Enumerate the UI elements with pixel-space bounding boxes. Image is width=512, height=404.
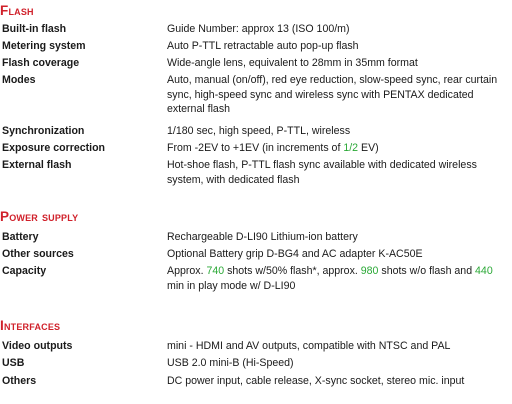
spec-value: Optional Battery grip D-BG4 and AC adapter K-AC50E xyxy=(167,248,423,260)
section-title-interfaces: Interfaces xyxy=(0,318,61,333)
spec-value: Auto, manual (on/off), red eye reduction, slow-speed sync, rear curtain sync, high-speed sync and wireless sync with PENTAX dedicated external flash xyxy=(167,74,498,115)
spec-value xyxy=(167,141,507,156)
spec-value: Guide Number: approx 13 (ISO 100/m) xyxy=(167,23,350,35)
spec-label: Others xyxy=(2,375,37,387)
spec-value: Hot-shoe flash, P-TTL flash sync available with dedicated wireless system, with dedicated flash xyxy=(167,159,477,186)
section-title-flash: Flash xyxy=(0,3,34,18)
spec-value: mini - HDMI and AV outputs, compatible with NTSC and PAL xyxy=(167,340,451,352)
spec-value: Rechargeable D-LI90 Lithium-ion battery xyxy=(167,231,358,243)
value-text: min in play mode w/ D-LI90 xyxy=(167,279,296,292)
value-text: Approx. xyxy=(167,265,207,277)
spec-label: External flash xyxy=(2,159,72,171)
spec-label: Modes xyxy=(2,74,36,86)
spec-label: Exposure correction xyxy=(2,142,106,154)
value-highlight: 440 xyxy=(475,265,493,277)
spec-label: Video outputs xyxy=(2,340,73,352)
spec-value xyxy=(167,264,507,293)
value-highlight: 980 xyxy=(360,265,379,277)
spec-label: Capacity xyxy=(2,265,47,277)
spec-value: 1/180 sec, high speed, P-TTL, wireless xyxy=(167,125,351,137)
spec-value: DC power input, cable release, X-sync socket, stereo mic. input xyxy=(167,375,465,387)
spec-label: USB xyxy=(2,357,25,369)
spec-label: Synchronization xyxy=(2,125,85,137)
spec-label: Metering system xyxy=(2,40,86,52)
spec-value: Wide-angle lens, equivalent to 28mm in 35mm format xyxy=(167,57,418,69)
spec-label: Other sources xyxy=(2,248,74,260)
value-highlight: 740 xyxy=(206,265,225,277)
value-text: shots w/o flash and xyxy=(378,265,476,277)
value-highlight: 1/2 xyxy=(343,142,359,154)
value-text: shots w/50% flash*, approx. xyxy=(224,265,361,277)
value-text: From -2EV to +1EV (in increments of xyxy=(167,142,344,154)
spec-value: USB 2.0 mini-B (Hi-Speed) xyxy=(167,357,294,369)
spec-label: Battery xyxy=(2,231,39,243)
section-title-power-supply: Power supply xyxy=(0,209,79,224)
value-text: EV) xyxy=(358,142,379,154)
spec-value: Auto P-TTL retractable auto pop-up flash xyxy=(167,40,359,52)
spec-label: Flash coverage xyxy=(2,57,80,69)
spec-label: Built-in flash xyxy=(2,23,67,35)
